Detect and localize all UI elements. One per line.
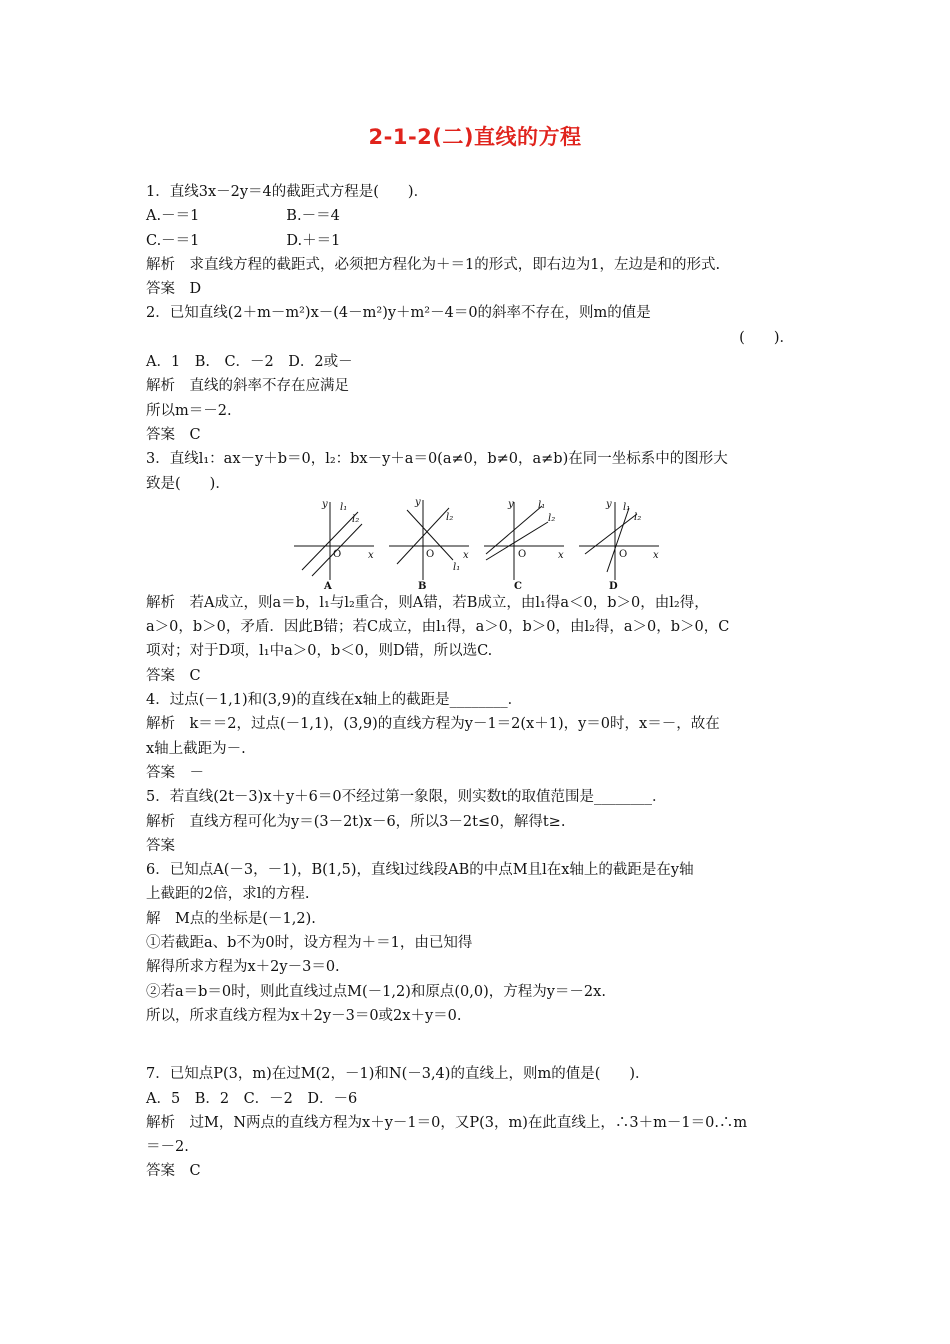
text-line: 7．已知点P(3，m)在过M(2，－1)和N(－3,4)的直线上，则m的值是( )． bbox=[146, 1066, 650, 1083]
l1-label: l₁ bbox=[538, 499, 546, 511]
l1-label: l₁ bbox=[340, 501, 348, 513]
text-line: 答案 C bbox=[146, 667, 201, 684]
text-line: 3．直线l₁：ax－y＋b＝0，l₂：bx－y＋a＝0(a≠0，b≠0，a≠b)在同一坐标系中的图形大 bbox=[146, 451, 728, 468]
axis-y-label: y bbox=[508, 498, 514, 510]
text-line: 解析 k＝＝2，过点(－1,1)，(3,9)的直线方程为y－1＝2(x＋1)，y＝0时，x＝－，故在 bbox=[146, 716, 720, 733]
text-line: 2．已知直线(2＋m－m²)x－(4－m²)y＋m²－4＝0的斜率不存在，则m的值是 bbox=[146, 305, 651, 322]
axis-x-label: x bbox=[368, 549, 374, 561]
l2-label: l₂ bbox=[446, 511, 454, 523]
option-label-d: D bbox=[609, 580, 618, 590]
option-label-b: B bbox=[418, 580, 427, 590]
axis-y-label: y bbox=[606, 498, 612, 510]
axis-y-label: y bbox=[415, 497, 421, 508]
text-line: 1．直线3x－2y＝4的截距式方程是( )． bbox=[146, 184, 429, 200]
l1-label: l₁ bbox=[623, 501, 631, 513]
l2-label: l₂ bbox=[352, 513, 360, 525]
line-l2 bbox=[585, 514, 637, 554]
text-line: 答案 D bbox=[146, 281, 202, 298]
text-line: 所以，所求直线方程为x＋2y－3＝0或2x＋y＝0. bbox=[146, 1007, 462, 1024]
l1-label: l₁ bbox=[453, 561, 461, 573]
origin-label: O bbox=[518, 548, 527, 560]
text-line: A．5 B．2 C．－2 D．－6 bbox=[146, 1090, 358, 1107]
text-line: A.－＝1 B.－＝4 bbox=[146, 208, 340, 225]
axis-x-label: x bbox=[558, 549, 564, 561]
text-line: 解析 若A成立，则a＝b，l₁与l₂重合，则A错，若B成立，由l₁得a＜0，b＞0，由l₂得， bbox=[146, 594, 709, 611]
text-line: ①若截距a、b不为0时，设方程为＋＝1，由已知得 bbox=[146, 935, 473, 952]
text-line: 项对；对于D项，l₁中a＞0，b＜0，则D错，所以选C. bbox=[146, 643, 493, 660]
text-line: 6．已知点A(－3，－1)，B(1,5)，直线l过线段AB的中点M且l在x轴上的截距是在y轴 bbox=[146, 862, 694, 879]
text-line: ②若a＝b＝0时，则此直线过点M(－1,2)和原点(0,0)，方程为y＝－2x. bbox=[146, 983, 606, 1000]
origin-label: O bbox=[426, 548, 435, 560]
axis-y-label: y bbox=[322, 498, 328, 510]
text-line: 答案 － bbox=[146, 764, 204, 781]
text-line: C.－＝1 D.＋＝1 bbox=[146, 232, 341, 249]
graph-a bbox=[294, 502, 374, 580]
text-line: x轴上截距为－. bbox=[146, 740, 246, 757]
text-line: A．1 B. C．－2 D．2或－ bbox=[146, 354, 353, 371]
graph-d bbox=[579, 502, 659, 580]
option-graphs-figure bbox=[146, 496, 808, 591]
text-line: 答案 C bbox=[146, 1163, 201, 1180]
line-l1 bbox=[607, 508, 629, 572]
origin-label: O bbox=[333, 548, 342, 560]
graphs-svg bbox=[294, 498, 674, 590]
text-line: ＝－2. bbox=[146, 1139, 189, 1156]
text-line: 所以m＝－2. bbox=[146, 402, 232, 419]
text-line: 解得所求方程为x＋2y－3＝0. bbox=[146, 959, 340, 976]
option-label-c: C bbox=[514, 580, 522, 590]
text-line: 解析 直线的斜率不存在应满足 bbox=[146, 378, 349, 395]
text-line: 答案 C bbox=[146, 426, 201, 443]
text-line: a＞0，b＞0，矛盾．因此B错；若C成立，由l₁得，a＞0，b＞0，由l₂得，a＞0，b＞0，C bbox=[146, 619, 730, 636]
text-line: ( )． bbox=[739, 329, 794, 346]
text-line: 解析 求直线方程的截距式，必须把方程化为＋＝1的形式，即右边为1，左边是和的形式. bbox=[146, 256, 721, 273]
l2-label: l₂ bbox=[634, 511, 642, 523]
origin-label: O bbox=[619, 548, 628, 560]
spacer bbox=[146, 1028, 808, 1062]
axis-x-label: x bbox=[463, 549, 469, 561]
option-label-a: A bbox=[324, 580, 332, 590]
text-line: 4．过点(－1,1)和(3,9)的直线在x轴上的截距是________． bbox=[146, 692, 523, 709]
text-line: 解 M点的坐标是(－1,2). bbox=[146, 910, 316, 927]
axis-x-label: x bbox=[653, 549, 659, 561]
text-line: 5．若直线(2t－3)x＋y＋6＝0不经过第一象限，则实数t的取值范围是________． bbox=[146, 789, 667, 806]
text-line: 上截距的2倍，求l的方程. bbox=[146, 886, 310, 903]
document-body bbox=[146, 180, 808, 1184]
l2-label: l₂ bbox=[548, 512, 556, 524]
text-line: 答案 bbox=[146, 837, 175, 854]
text-line: 解析 直线方程可化为y＝(3－2t)x－6，所以3－2t≤0，解得t≥. bbox=[146, 813, 566, 830]
text-line: 解析 过M，N两点的直线方程为x＋y－1＝0，又P(3，m)在此直线上，∴3＋m－1＝0.∴m bbox=[146, 1114, 748, 1131]
text-line: 致是( )． bbox=[146, 475, 230, 492]
page-title: 2-1-2(二)直线的方程 bbox=[368, 125, 582, 149]
